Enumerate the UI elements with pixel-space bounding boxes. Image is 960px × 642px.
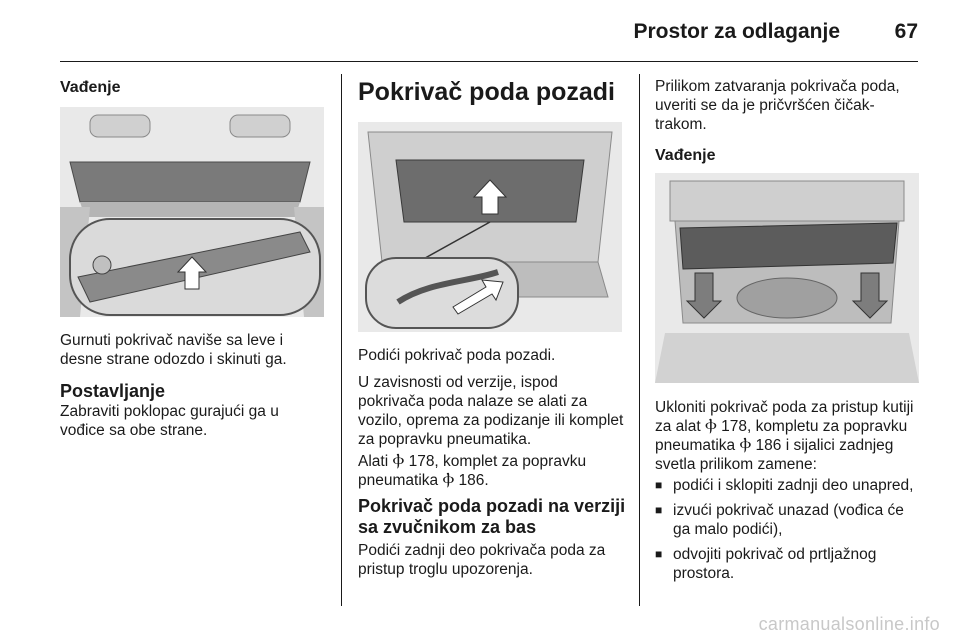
removal-steps-list <box>655 476 925 583</box>
heading-rear-floor-cover: Pokrivač poda pozadi <box>358 78 616 106</box>
heading-bass-speaker-version: Pokrivač poda pozadi na verziji sa zvučnikom za bas <box>358 496 626 537</box>
list-item <box>655 545 925 583</box>
page-header-title: Prostor za odlaganje <box>633 20 840 43</box>
column-divider-1 <box>341 74 342 606</box>
warning-triangle-access: Podići zadnji deo pokrivača poda za pristup troglu upozorenja. <box>358 542 606 578</box>
velcro-closing-note: Prilikom zatvaranja pokrivača poda, uveriti se da je pričvršćen čičak-trakom. <box>655 78 900 133</box>
watermark: carmanualsonline.info <box>758 614 940 634</box>
list-item-text: izvući pokrivač unazad (vođica će ga malo podići), <box>673 502 904 538</box>
under-cover-contents: U zavisnosti od verzije, ispod pokrivača poda nalaze se alati za vozilo, oprema za podizanje ili komplet za popravku pneumatika. <box>358 374 624 448</box>
bullet-square-icon: ■ <box>655 478 663 492</box>
list-item-text: odvojiti pokrivač od prtljažnog prostora. <box>673 546 877 582</box>
column-divider-2 <box>639 74 640 606</box>
removal-instructions: Gurnuti pokrivač naviše sa leve i desne strane odozdo i skinuti ga. <box>60 332 287 368</box>
list-item <box>655 476 925 495</box>
lift-cover-text: Podići pokrivač poda pozadi. <box>358 347 556 364</box>
header-rule <box>60 61 918 62</box>
tools-reference: Alati Ⲫ 178, komplet za popravku pneumatika Ⲫ 186. <box>358 453 587 489</box>
heading-removal-cover: Vađenje <box>60 79 121 96</box>
list-item <box>655 501 925 539</box>
list-item-text: podići i sklopiti zadnji deo unapred, <box>673 477 914 494</box>
heading-install: Postavljanje <box>60 381 166 401</box>
figure-rear-floor-cover <box>358 122 622 332</box>
floor-removal-illustration <box>655 173 919 383</box>
removal-purpose-text: Ukloniti pokrivač poda za pristup kutiji za alat Ⲫ 178, kompletu za popravku pneumatika Ⲫ 186 i sijalici zadnjeg svetla prilikom zamene: <box>655 399 914 473</box>
bullet-square-icon: ■ <box>655 547 663 561</box>
install-instructions: Zabraviti poklopac gurajući ga u vođice sa obe strane. <box>60 403 279 439</box>
figure-cargo-cover <box>60 107 324 317</box>
floor-cover-illustration <box>358 122 622 332</box>
cargo-cover-illustration <box>60 107 324 317</box>
heading-removal-floor: Vađenje <box>655 147 716 164</box>
figure-floor-cover-removal <box>655 173 919 383</box>
page-number: 67 <box>894 20 918 43</box>
bullet-square-icon: ■ <box>655 503 663 517</box>
